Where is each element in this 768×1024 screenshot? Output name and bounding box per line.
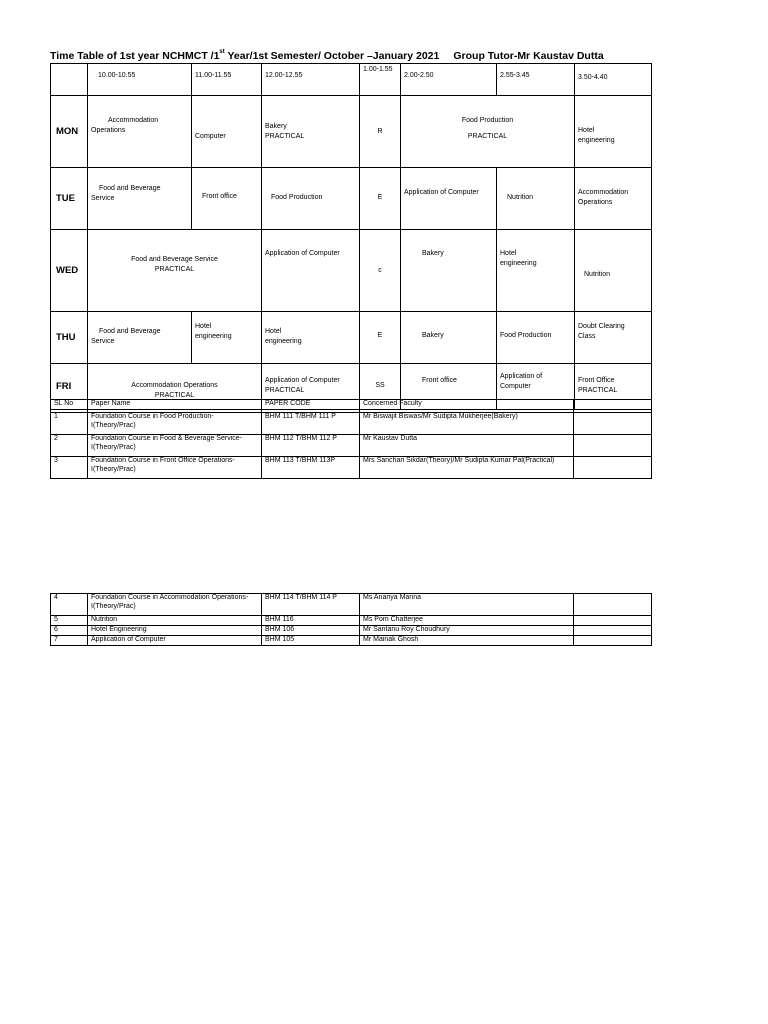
break-cell: E bbox=[360, 168, 401, 230]
corner-cell bbox=[51, 64, 88, 96]
class-cell: Application of Computer bbox=[262, 230, 360, 312]
day-label: TUE bbox=[51, 168, 88, 230]
break-cell: SS bbox=[360, 364, 401, 410]
title-main: Time Table of 1st year NCHMCT /1 bbox=[50, 50, 220, 62]
class-type: PRACTICAL bbox=[154, 265, 195, 273]
slot-header: 11.00-11.55 bbox=[192, 64, 262, 96]
class-name: Food and Beverage bbox=[99, 185, 161, 192]
paper-header-row bbox=[51, 400, 652, 413]
extra-cell bbox=[574, 626, 652, 636]
faculty: Mr Santanu Roy Choudhury bbox=[360, 626, 574, 636]
slot-header: 3.50-4.40 bbox=[575, 64, 652, 96]
class-cell: Application of Computer bbox=[401, 168, 497, 230]
column-header: PAPER CODE bbox=[262, 400, 360, 413]
class-cell bbox=[401, 96, 575, 168]
class-type: PRACTICAL bbox=[467, 132, 508, 140]
class-name: Application of Computer bbox=[265, 377, 340, 384]
paper-code: BHM 114 T/BHM 114 P bbox=[262, 594, 360, 616]
class-name-line2: Service bbox=[91, 337, 115, 345]
class-cell bbox=[262, 312, 360, 364]
day-row-tue bbox=[51, 168, 652, 230]
sl-no: 3 bbox=[51, 457, 88, 479]
page-title bbox=[50, 50, 604, 62]
table-row bbox=[51, 616, 652, 626]
column-header bbox=[574, 400, 652, 413]
day-label: MON bbox=[51, 96, 88, 168]
class-cell: Food Production bbox=[262, 168, 360, 230]
paper-code: BHM 112 T/BHM 112 P bbox=[262, 435, 360, 457]
column-header: Paper Name bbox=[88, 400, 262, 413]
paper-name: Foundation Course in Food Production-I(Theory/Prac) bbox=[88, 413, 262, 435]
class-name: Hotel bbox=[195, 323, 212, 330]
title-semester: Year/1st Semester/ October –January 2021 bbox=[224, 50, 440, 62]
break-cell: c bbox=[360, 230, 401, 312]
class-cell bbox=[575, 96, 652, 168]
class-name-line2: engineering bbox=[578, 136, 615, 144]
paper-name: Application of Computer bbox=[88, 636, 262, 646]
class-cell: Nutrition bbox=[575, 230, 652, 312]
class-name: Hotel bbox=[265, 328, 282, 335]
faculty: Mr Biswajit Biswas/Mr Sudipta Mukherjee(Bakery) bbox=[360, 413, 574, 435]
day-label: WED bbox=[51, 230, 88, 312]
class-cell bbox=[88, 168, 192, 230]
class-name-line2: engineering bbox=[500, 259, 537, 267]
paper-code: BHM 116 bbox=[262, 616, 360, 626]
paper-code: BHM 105 bbox=[262, 636, 360, 646]
class-cell bbox=[88, 96, 192, 168]
class-cell: Front office bbox=[401, 364, 497, 410]
class-type: PRACTICAL bbox=[265, 386, 305, 394]
class-type: PRACTICAL bbox=[578, 386, 618, 394]
class-cell: Bakery bbox=[401, 230, 497, 312]
slot-header: 10.00-10.55 bbox=[88, 64, 192, 96]
extra-cell bbox=[574, 435, 652, 457]
slot-header: 12.00-12.55 bbox=[262, 64, 360, 96]
extra-cell bbox=[574, 636, 652, 646]
sl-no: 5 bbox=[51, 616, 88, 626]
class-name-line2: Service bbox=[91, 194, 115, 202]
class-name: Hotel bbox=[578, 127, 595, 134]
class-name: Front Office bbox=[578, 377, 615, 384]
extra-cell bbox=[574, 457, 652, 479]
day-label: FRI bbox=[51, 364, 88, 410]
table-row bbox=[51, 435, 652, 457]
sl-no: 4 bbox=[51, 594, 88, 616]
table-row bbox=[51, 413, 652, 435]
class-cell: Computer bbox=[192, 96, 262, 168]
paper-name: Foundation Course in Food & Beverage Service-I(Theory/Prac) bbox=[88, 435, 262, 457]
class-cell bbox=[575, 312, 652, 364]
class-cell bbox=[262, 96, 360, 168]
slot-header: 2.00-2.50 bbox=[401, 64, 497, 96]
paper-code: BHM 106 bbox=[262, 626, 360, 636]
day-label: THU bbox=[51, 312, 88, 364]
paper-name: Nutrition bbox=[88, 616, 262, 626]
sl-no: 2 bbox=[51, 435, 88, 457]
class-name: Food Production bbox=[461, 117, 514, 124]
paper-code: BHM 113 T/BHM 113P bbox=[262, 457, 360, 479]
class-cell: Food Production bbox=[497, 312, 575, 364]
group-tutor: Group Tutor-Mr Kaustav Dutta bbox=[453, 50, 604, 62]
column-header: SL No bbox=[51, 400, 88, 413]
class-name: Doubt Clearing bbox=[578, 323, 625, 330]
table-row bbox=[51, 626, 652, 636]
break-cell: R bbox=[360, 96, 401, 168]
faculty: Mr Kaustav Dutta bbox=[360, 435, 574, 457]
class-name-line2: Operations bbox=[578, 198, 613, 206]
day-row-thu bbox=[51, 312, 652, 364]
class-name-line2: Operations bbox=[91, 126, 126, 134]
faculty: Mrs Sanchari Sikdar(Theory)/Mr Sudipta Kumar Pal(Practical) bbox=[360, 457, 574, 479]
class-cell: Nutrition bbox=[497, 168, 575, 230]
paper-name: Foundation Course in Accommodation Operations-I(Theory/Prac) bbox=[88, 594, 262, 616]
timetable-header-row bbox=[51, 64, 652, 96]
table-row bbox=[51, 594, 652, 616]
paper-name: Hotel Engineering bbox=[88, 626, 262, 636]
extra-cell bbox=[574, 594, 652, 616]
class-type: PRACTICAL bbox=[154, 391, 195, 399]
paper-name: Foundation Course in Front Office Operations-I(Theory/Prac) bbox=[88, 457, 262, 479]
sl-no: 7 bbox=[51, 636, 88, 646]
break-cell: E bbox=[360, 312, 401, 364]
class-cell: Bakery bbox=[401, 312, 497, 364]
class-cell bbox=[88, 312, 192, 364]
class-name: Application of bbox=[500, 373, 543, 380]
class-name: Bakery bbox=[265, 123, 287, 130]
timetable bbox=[50, 63, 652, 410]
class-name-line2: Computer bbox=[500, 382, 531, 390]
day-row-mon bbox=[51, 96, 652, 168]
sl-no: 1 bbox=[51, 413, 88, 435]
class-name-line2: engineering bbox=[265, 337, 302, 345]
column-header: Concerned Faculty bbox=[360, 400, 574, 413]
class-type: PRACTICAL bbox=[265, 132, 305, 140]
class-cell: Front office bbox=[192, 168, 262, 230]
class-cell bbox=[497, 230, 575, 312]
faculty: Ms Ananya Manna bbox=[360, 594, 574, 616]
class-name: Food and Beverage bbox=[99, 328, 161, 335]
title-superscript: st bbox=[219, 49, 225, 55]
faculty: Ms Pom Chatterjee bbox=[360, 616, 574, 626]
paper-code: BHM 111 T/BHM 111 P bbox=[262, 413, 360, 435]
class-name: Accommodation bbox=[108, 117, 159, 124]
class-cell bbox=[192, 312, 262, 364]
extra-cell bbox=[574, 616, 652, 626]
table-row bbox=[51, 457, 652, 479]
class-name: Hotel bbox=[500, 250, 517, 257]
extra-cell bbox=[574, 413, 652, 435]
class-name-line2: engineering bbox=[195, 332, 232, 340]
class-name-line2: Class bbox=[578, 332, 596, 340]
class-name: Accommodation Operations bbox=[131, 382, 218, 389]
table-row bbox=[51, 636, 652, 646]
day-row-wed bbox=[51, 230, 652, 312]
class-cell bbox=[88, 230, 262, 312]
slot-header: 2.55-3.45 bbox=[497, 64, 575, 96]
paper-table bbox=[50, 399, 652, 479]
slot-header: 1.00-1.55 bbox=[360, 64, 401, 96]
sl-no: 6 bbox=[51, 626, 88, 636]
faculty: Mr Mainak Ghosh bbox=[360, 636, 574, 646]
paper-table-continued bbox=[50, 593, 652, 646]
class-cell bbox=[575, 168, 652, 230]
class-name: Food and Beverage Service bbox=[131, 256, 218, 263]
class-name: Accommodation bbox=[578, 189, 629, 196]
